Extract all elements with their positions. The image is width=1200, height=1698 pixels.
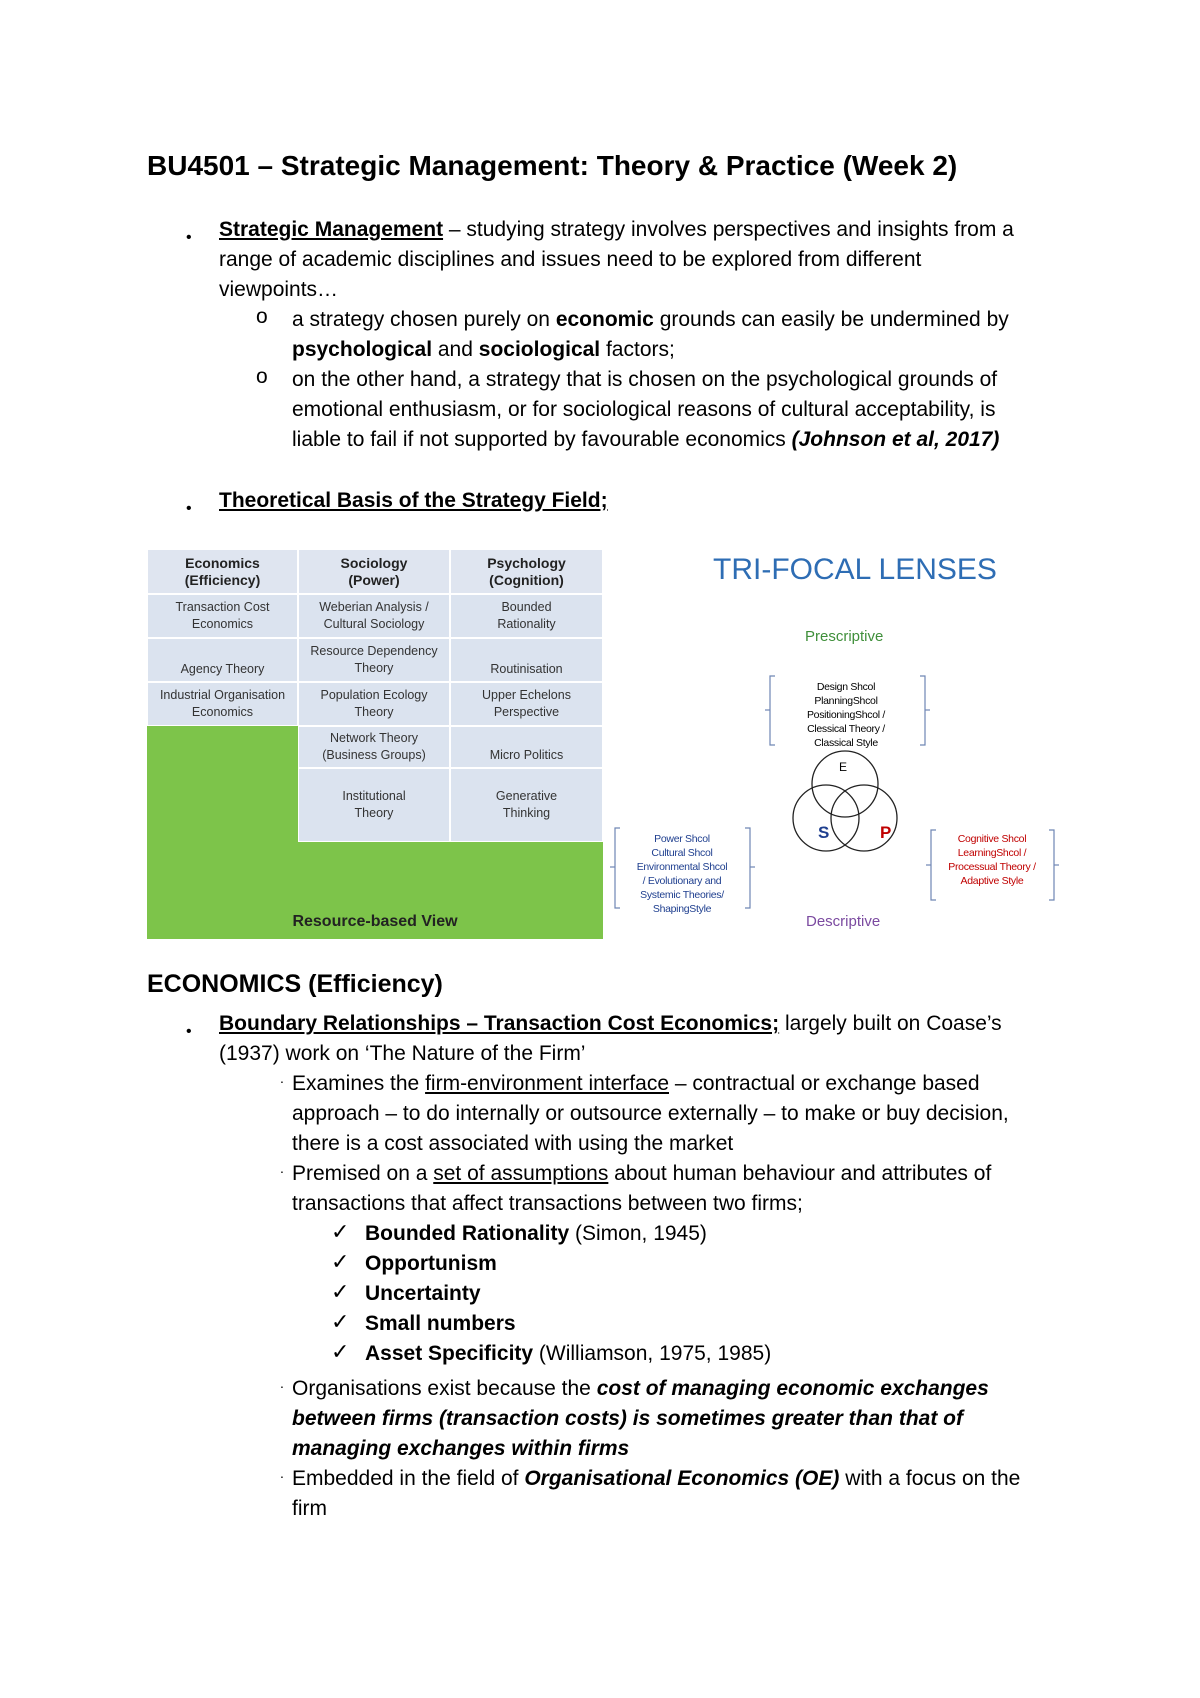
text: about human behaviour and attributes of	[608, 1162, 992, 1185]
tick-item	[365, 1309, 516, 1339]
boundary-relationships-paragraph	[219, 1009, 1079, 1069]
text-bold: Small numbers	[365, 1312, 516, 1335]
text-emphasis: Organisational Economics (OE)	[524, 1467, 840, 1490]
tick-item	[365, 1219, 707, 1249]
theoretical-basis-heading	[219, 486, 608, 516]
text: Premised on a	[292, 1162, 434, 1185]
circle-bullet-marker: o	[256, 365, 268, 388]
paragraph-text: range of academic disciplines and issues need to be explored from different	[219, 248, 922, 271]
text-emphasis: managing exchanges within firms	[292, 1437, 630, 1460]
school-item: Cultural Shcol	[651, 847, 713, 859]
dash-marker: .	[280, 1160, 284, 1176]
table-cell: Industrial Organisation Economics	[147, 682, 298, 726]
text: Embedded in the field of	[292, 1467, 525, 1490]
school-item: Adaptive Style	[960, 875, 1024, 887]
tick-item	[365, 1279, 481, 1309]
text-bold: sociological	[478, 338, 601, 361]
school-item: Cognitive Shcol	[957, 833, 1027, 845]
school-item: Power Shcol	[654, 833, 710, 845]
text: firm	[292, 1497, 327, 1520]
prescriptive-label: Prescriptive	[805, 628, 884, 645]
check-icon: ✓	[331, 1309, 350, 1334]
table-cell: Routinisation	[450, 638, 603, 682]
sub-point-2	[292, 365, 1112, 455]
label-e: E	[839, 760, 848, 774]
sub-point-firm-environment	[292, 1069, 1112, 1159]
label-s: S	[818, 823, 830, 842]
text-bold: economic	[555, 308, 654, 331]
descriptive-schools-right	[938, 832, 1046, 888]
text-bold: Uncertainty	[365, 1282, 481, 1305]
label-p: P	[880, 823, 892, 842]
table-cell: Network Theory (Business Groups)	[298, 726, 450, 768]
text-bold: Asset Specificity	[365, 1342, 534, 1365]
text: Organisations exist because the	[292, 1377, 597, 1400]
text: (1937) work on ‘The Nature of the Firm’	[219, 1042, 586, 1065]
text: with a focus on the	[839, 1467, 1021, 1490]
descriptive-schools-left	[623, 832, 741, 916]
green-block	[450, 842, 603, 905]
school-item: LearningShcol /	[957, 847, 1027, 859]
strategic-management-paragraph	[219, 215, 1079, 305]
resource-based-view-footer: Resource-based View	[147, 905, 603, 939]
table-cell: Weberian Analysis / Cultural Sociology	[298, 594, 450, 638]
table-cell: Micro Politics	[450, 726, 603, 768]
table-cell: Bounded Rationality	[450, 594, 603, 638]
theoretical-basis-label: Theoretical Basis of the Strategy Field;	[219, 489, 608, 512]
text-bold: Opportunism	[365, 1252, 497, 1275]
paragraph-text: – studying strategy involves perspectives and insights from a	[443, 218, 1014, 241]
school-item: Environmental Shcol	[636, 861, 728, 873]
text-underlined: firm-environment interface	[425, 1072, 669, 1095]
descriptive-label: Descriptive	[806, 913, 881, 930]
school-item: PositioningShcol /	[806, 709, 886, 721]
table-cell: Population Ecology Theory	[298, 682, 450, 726]
school-item: Clessical Theory /	[807, 723, 885, 735]
page-title: BU4501 – Strategic Management: Theory & Practice (Week 2)	[147, 150, 958, 181]
trifocal-title: TRI-FOCAL LENSES	[713, 553, 997, 586]
check-icon: ✓	[331, 1279, 350, 1304]
table-cell: Upper Echelons Perspective	[450, 682, 603, 726]
dash-marker: .	[280, 1070, 284, 1086]
table-cell: Resource Dependency Theory	[298, 638, 450, 682]
text: emotional enthusiasm, or for sociological reasons of cultural acceptability, is	[292, 398, 996, 421]
text: – contractual or exchange based	[669, 1072, 980, 1095]
table-cell: Transaction Cost Economics	[147, 594, 298, 638]
school-item: Design Shcol	[816, 681, 876, 693]
dash-marker: .	[280, 1375, 284, 1391]
check-icon: ✓	[331, 1219, 350, 1244]
dash-marker: .	[280, 1465, 284, 1481]
header-economics: Economics (Efficiency)	[147, 549, 298, 594]
tce-term: Boundary Relationships – Transaction Cost Economics;	[219, 1012, 780, 1035]
economics-heading: ECONOMICS (Efficiency)	[147, 970, 443, 998]
tick-item	[365, 1339, 771, 1369]
text: liable to fail if not supported by favourable economics	[292, 428, 792, 451]
bullet-marker: •	[186, 1023, 192, 1040]
text-emphasis: cost of managing economic exchanges	[596, 1377, 989, 1400]
school-item: Classical Style	[814, 737, 878, 749]
green-block	[298, 842, 450, 905]
text-emphasis: between firms (transaction costs) is sometimes greater than that of	[292, 1407, 963, 1430]
check-icon: ✓	[331, 1249, 350, 1274]
school-item: / Evolutionary and	[642, 875, 722, 887]
text: largely built on Coase’s	[779, 1012, 1002, 1035]
table-cell: Institutional Theory	[298, 768, 450, 842]
paragraph-text: viewpoints…	[219, 278, 339, 301]
circle-bullet-marker: o	[256, 305, 268, 328]
check-icon: ✓	[331, 1339, 350, 1364]
theory-table	[147, 549, 603, 939]
text: a strategy chosen purely on	[292, 308, 556, 331]
school-item: ShapingStyle	[652, 903, 712, 915]
sub-point-assumptions	[292, 1159, 1112, 1219]
text: on the other hand, a strategy that is chosen on the psychological grounds of	[292, 368, 998, 391]
sub-point-organisations-exist	[292, 1374, 1112, 1464]
text: factors;	[600, 338, 675, 361]
prescriptive-schools	[778, 680, 914, 750]
text-bold: psychological	[292, 338, 433, 361]
header-psychology: Psychology (Cognition)	[450, 549, 603, 594]
school-item: Processual Theory /	[948, 861, 1036, 873]
text: approach – to do internally or outsource externally – to make or buy decision,	[292, 1102, 1009, 1125]
text: (Simon, 1945)	[569, 1222, 707, 1245]
table-cell: Generative Thinking	[450, 768, 603, 842]
text-underlined: set of assumptions	[433, 1162, 609, 1185]
school-item: Systemic Theories/	[640, 889, 724, 901]
text: and	[432, 338, 479, 361]
header-sociology: Sociology (Power)	[298, 549, 450, 594]
text: (Williamson, 1975, 1985)	[533, 1342, 772, 1365]
school-item: PlanningShcol	[814, 695, 878, 707]
tick-item	[365, 1249, 497, 1279]
bullet-marker: •	[186, 500, 192, 517]
text: Examines the	[292, 1072, 426, 1095]
citation: (Johnson et al, 2017)	[791, 428, 1000, 451]
text-bold: Bounded Rationality	[365, 1222, 570, 1245]
bullet-marker: •	[186, 229, 192, 246]
text: there is a cost associated with using the market	[292, 1132, 734, 1155]
sub-point-1	[292, 305, 1092, 365]
sub-point-oe	[292, 1464, 1112, 1524]
text: grounds can easily be undermined by	[653, 308, 1009, 331]
green-block	[147, 726, 298, 905]
text: transactions that affect transactions between two firms;	[292, 1192, 803, 1215]
table-cell: Agency Theory	[147, 638, 298, 682]
strategic-management-term: Strategic Management	[219, 218, 444, 241]
